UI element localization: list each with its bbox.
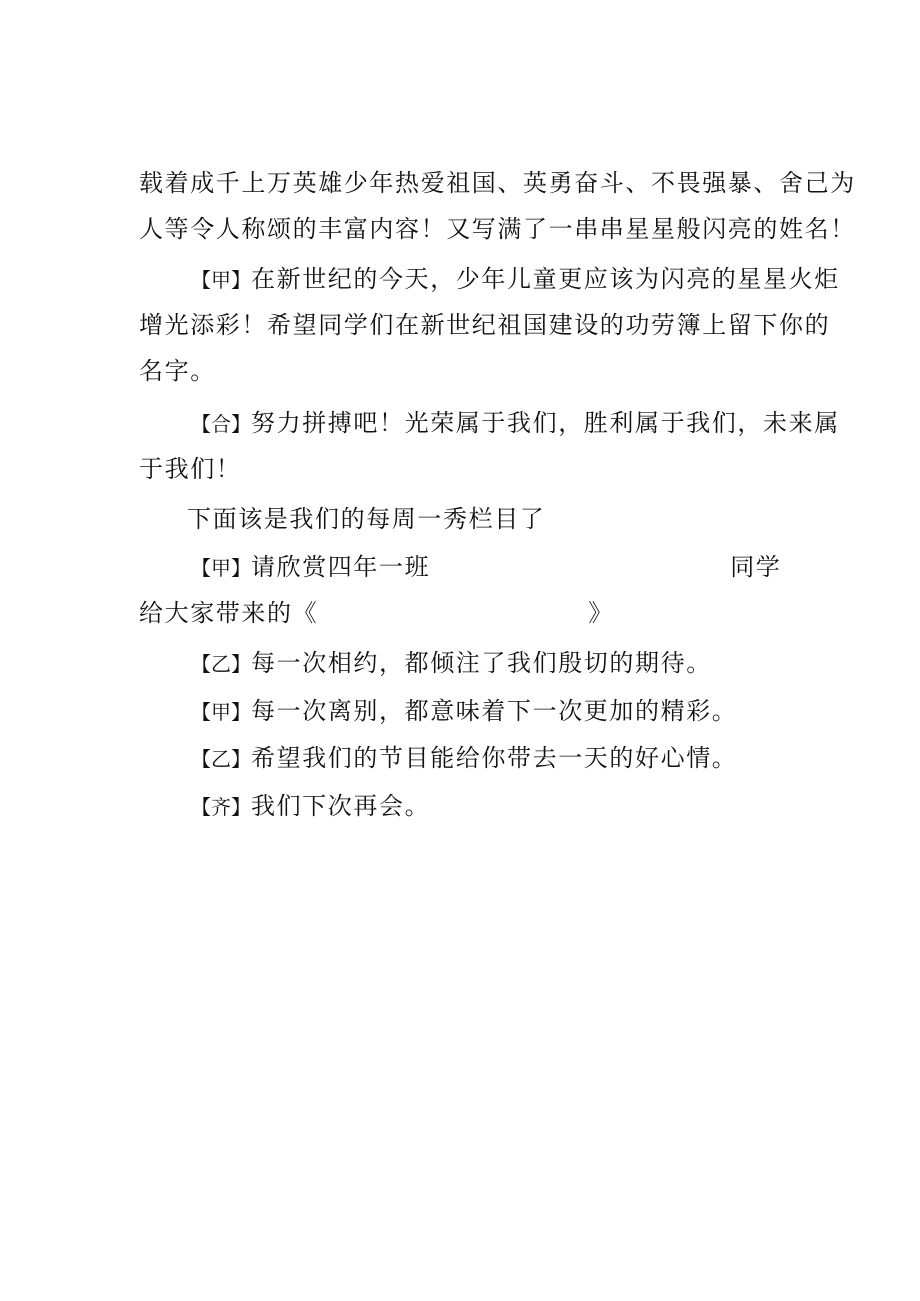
speaker-label: 【甲】 (191, 268, 251, 292)
paragraph-jia-parting (139, 688, 799, 734)
text-segment: 给大家带来的《 (139, 599, 319, 627)
text-line: 载着成千上万英雄少年热爱祖国、英勇奋斗、不畏强暴、舍己为 (139, 169, 856, 197)
speaker-label: 【乙】 (191, 747, 251, 771)
text-segment: 每一次相约，都倾注了我们殷切的期待。 (251, 649, 712, 677)
text-segment: 努力拼搏吧！光荣属于我们，胜利属于我们，未来属 (251, 409, 840, 437)
text-line: 名字。 (139, 357, 216, 385)
text-line (139, 590, 799, 636)
text-line (139, 400, 840, 446)
text-line (139, 256, 840, 302)
paragraph-qi-farewell (139, 783, 799, 829)
text-segment: 希望我们的节目能给你带去一天的好心情。 (251, 744, 738, 772)
text-segment: 在新世纪的今天，少年儿童更应该为闪亮的星星火炬 (251, 265, 840, 293)
speaker-label: 【乙】 (191, 652, 251, 676)
text-segment: 每一次离别，都意味着下一次更加的精彩。 (251, 697, 738, 725)
speaker-label: 【齐】 (191, 795, 251, 819)
text-line (139, 688, 799, 734)
text-segment: 我们下次再会。 (251, 792, 431, 820)
paragraph-weekly-show (139, 496, 799, 542)
text-line: 下面该是我们的每周一秀栏目了 (187, 505, 546, 533)
speaker-label: 【甲】 (191, 700, 251, 724)
paragraph-jia-invite (139, 544, 799, 636)
speaker-label: 【合】 (191, 412, 251, 436)
text-line (139, 735, 799, 781)
paragraph-yi-meeting (139, 640, 799, 686)
text-segment: 请欣赏四年一班 (251, 553, 431, 581)
paragraph-he-strive (139, 400, 840, 492)
text-line (139, 544, 799, 590)
paragraph-jia-new-century (139, 256, 840, 394)
text-line (139, 783, 799, 829)
text-line: 增光添彩！希望同学们在新世纪祖国建设的功劳簿上留下你的 (139, 311, 831, 339)
paragraph-heroes (139, 160, 856, 252)
text-line: 人等令人称颂的丰富内容！又写满了一串串星星般闪亮的姓名！ (139, 215, 856, 243)
paragraph-yi-mood (139, 735, 799, 781)
text-line: 于我们！ (139, 455, 242, 483)
text-line (139, 640, 799, 686)
text-segment: 同学 (730, 553, 782, 581)
speaker-label: 【甲】 (191, 556, 251, 580)
text-segment: 》 (588, 599, 614, 627)
